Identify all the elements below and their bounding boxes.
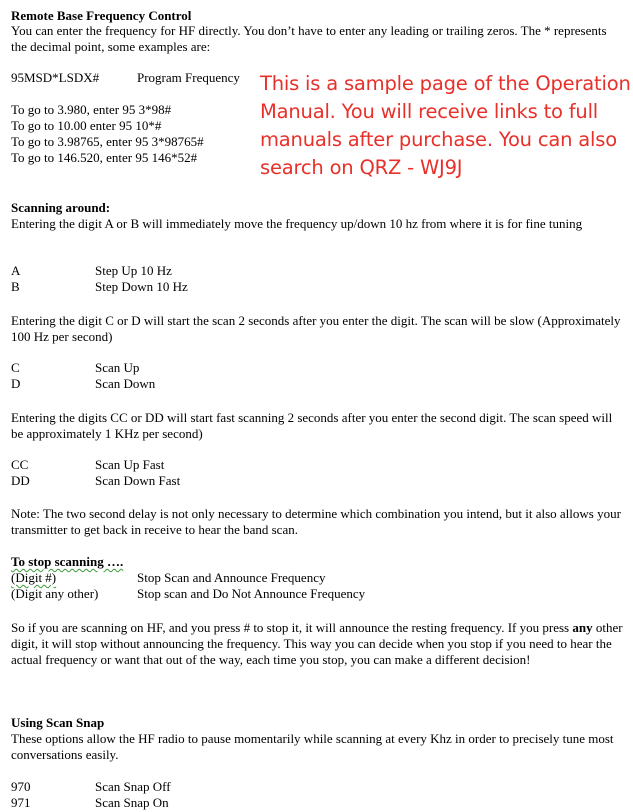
frequency-control-intro: You can enter the frequency for HF directly. You don’t have to enter any leading or trailing zeros. The * represents the decimal point, some examples are: xyxy=(11,23,607,54)
program-code: 95MSD*LSDX# xyxy=(11,70,100,85)
example-line: To go to 146.520, enter 95 146*52# xyxy=(11,150,198,165)
sample-page-notice: This is a sample page of the Operation Manual. You will receive links to full manuals after purchase. You can also search on QRZ - WJ9J xyxy=(260,72,631,179)
program-label: Program Frequency xyxy=(137,70,240,85)
scanning-cd-intro: Entering the digit C or D will start the scan 2 seconds after you enter the digit. The scan will be slow (Approximately 100 Hz per second) xyxy=(11,313,621,344)
ab-table xyxy=(11,263,623,295)
example-line: To go to 10.00 enter 95 10*# xyxy=(11,118,162,133)
table-row: B Step Down 10 Hz xyxy=(11,279,188,294)
table-row: (Digit any other) Stop scan and Do Not Announce Frequency xyxy=(11,586,366,601)
table-row: (Digit #) Stop Scan and Announce Frequency xyxy=(11,570,326,585)
stop-scanning-heading: To stop scanning …. xyxy=(11,554,124,569)
scanning-ccdd-intro: Entering the digits CC or DD will start fast scanning 2 seconds after you enter the second digit. The scan speed will be approximately 1 KHz per second) xyxy=(11,410,613,441)
example-line: To go to 3.98765, enter 95 3*98765# xyxy=(11,134,204,149)
table-row: 971 Scan Snap On xyxy=(11,795,169,810)
scan-snap-intro: These options allow the HF radio to pause momentarily while scanning at every Khz in order to precisely tune most conversations easily. xyxy=(11,731,614,762)
scanning-heading: Scanning around: xyxy=(11,200,111,215)
table-row: C Scan Up xyxy=(11,360,140,375)
frequency-control-heading: Remote Base Frequency Control xyxy=(11,8,192,23)
cd-table xyxy=(11,360,623,392)
scanning-ab-intro: Entering the digit A or B will immediately move the frequency up/down 10 hz from where it is for fine tuning xyxy=(11,216,583,231)
stop-table xyxy=(11,570,623,602)
table-row: DD Scan Down Fast xyxy=(11,473,181,488)
stop-scanning-explanation: So if you are scanning on HF, and you press # to stop it, it will announce the resting frequency. If you press any other digit, it will stop without announcing the frequency. This way you can decide when you stop if you need to hear the actual frequency or want that out of the way, each time you stop, you can make a different decision! xyxy=(11,620,623,667)
example-line: To go to 3.980, enter 95 3*98# xyxy=(11,102,172,117)
table-row: CC Scan Up Fast xyxy=(11,457,165,472)
table-row: 970 Scan Snap Off xyxy=(11,779,171,794)
scan-snap-heading: Using Scan Snap xyxy=(11,715,105,730)
snap-table xyxy=(11,779,623,811)
ccdd-table xyxy=(11,457,623,489)
scan-delay-note: Note: The two second delay is not only necessary to determine which combination you intend, but it also allows your transmitter to get back in receive to hear the band scan. xyxy=(11,506,621,537)
table-row: D Scan Down xyxy=(11,376,156,391)
table-row: A Step Up 10 Hz xyxy=(11,263,172,278)
